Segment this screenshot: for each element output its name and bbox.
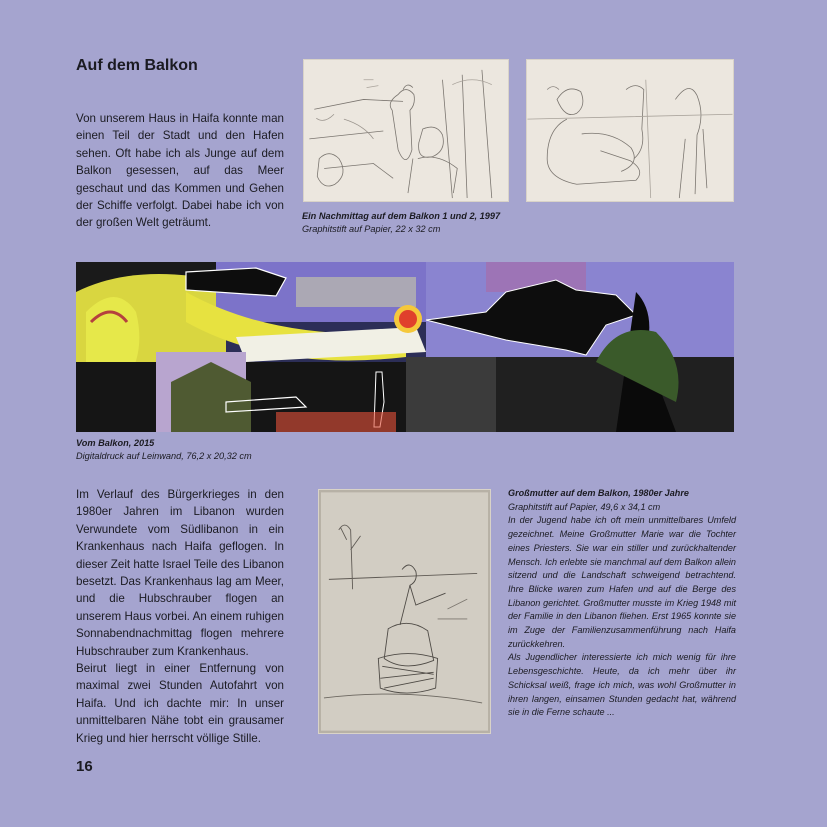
caption-paragraph: Als Jugendlicher interessierte ich mich wenig für ihre Lebensgeschichte. Heute, da ich mehr über ihr Schicksal weiß, frage ich mich, was wohl Großmutter in ihren langen, einsamen Stunden gedacht hat, während sie in die Ferne schaute ...	[508, 652, 736, 718]
balkon-sketch-1-image	[303, 59, 509, 202]
caption-detail: Digitaldruck auf Leinwand, 76,2 x 20,32 cm	[76, 451, 252, 461]
page-number: 16	[76, 758, 93, 775]
balkon-sketches-caption	[302, 210, 562, 236]
caption-detail: Graphitstift auf Papier, 22 x 32 cm	[302, 224, 441, 234]
story-text	[76, 486, 284, 747]
caption-paragraph: In der Jugend habe ich oft mein unmittelbares Umfeld gezeichnet. Meine Großmutter Marie war die Tochter eines Priesters. Sie war ein stiller und zurückhaltender Mensch. Ich erlebte sie manchmal auf dem Balkon allein sitzend und die Landschaft schweigend betrachtend. Ihre Blicke waren zum Hafen und auf die Berge des Libanon gerichtet. Großmutter musste im Krieg 1948 mit der Familie in den Libanon fliehen. Erst 1965 konnte sie im Zuge der Familienzusammenführung nach Haifa zurückkehren.	[508, 515, 736, 649]
vom-balkon-artwork-image	[76, 262, 734, 432]
caption-title: Ein Nachmittag auf dem Balkon 1 und 2, 1997	[302, 211, 501, 221]
grossmutter-sketch-image	[318, 489, 491, 734]
caption-title: Vom Balkon, 2015	[76, 438, 155, 448]
story-paragraph: Im Verlauf des Bürgerkrieges in den 1980er Jahren im Libanon wurden Verwundete vom Südlibanon in ein Krankenhaus nach Haifa geflogen. In dieser Zeit hatte Israel Teile des Libanon besetzt. Das Krankenhaus lag am Meer, und die Hubschrauber flogen an unserem Haus vorbei. An einem ruhigen Sonnabendnachmittag flogen mehrere Hubschrauber zum Krankenhaus.	[76, 488, 284, 658]
grossmutter-caption	[508, 487, 736, 720]
balkon-sketch-2-image	[526, 59, 734, 202]
vom-balkon-caption	[76, 437, 376, 463]
caption-title: Großmutter auf dem Balkon, 1980er Jahre	[508, 488, 689, 498]
page-title: Auf dem Balkon	[76, 57, 198, 74]
story-paragraph: Beirut liegt in einer Entfernung von maximal zwei Stunden Autofahrt von Haifa. Und ich dachte mir: In unser unmittelbaren Nähe tobt ein grausamer Krieg und hier herrscht völlige Stille.	[76, 662, 284, 745]
intro-paragraph: Von unserem Haus in Haifa konnte man einen Teil der Stadt und den Hafen sehen. Oft habe ich als Junge auf dem Balkon gesessen, auf das Meer geschaut und das Kommen und Gehen der Schiffe verfolgt. Dabei habe ich von der großen Welt geträumt.	[76, 112, 284, 230]
caption-detail: Graphitstift auf Papier, 49,6 x 34,1 cm	[508, 501, 661, 512]
